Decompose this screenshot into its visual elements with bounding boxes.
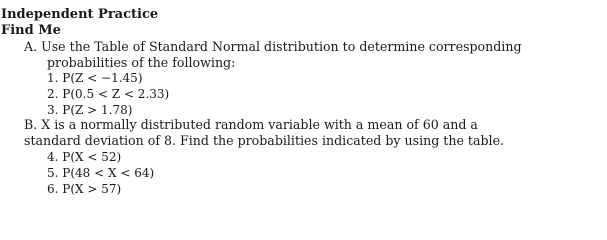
question-5: 5. P(48 < X < 64) <box>47 166 155 180</box>
part-a-instruction-line1: A. Use the Table of Standard Normal distribution to determine corresponding <box>24 38 522 54</box>
question-6: 6. P(X > 57) <box>47 182 122 196</box>
question-1: 1. P(Z < −1.45) <box>47 71 143 85</box>
part-a-instruction-line2: probabilities of the following: <box>47 55 236 70</box>
question-4: 4. P(X < 52) <box>47 150 122 164</box>
practice-subheading: Find Me <box>1 23 61 38</box>
practice-heading: Independent Practice <box>1 7 159 22</box>
part-b-instruction-line1: B. X is a normally distributed random variable with a mean of 60 and a <box>24 117 478 132</box>
question-2: 2. P(0.5 < Z < 2.33) <box>47 87 170 101</box>
part-b-instruction-line2: standard deviation of 8. Find the probabilities indicated by using the table. <box>24 133 505 148</box>
question-3: 3. P(Z > 1.78) <box>47 103 133 117</box>
